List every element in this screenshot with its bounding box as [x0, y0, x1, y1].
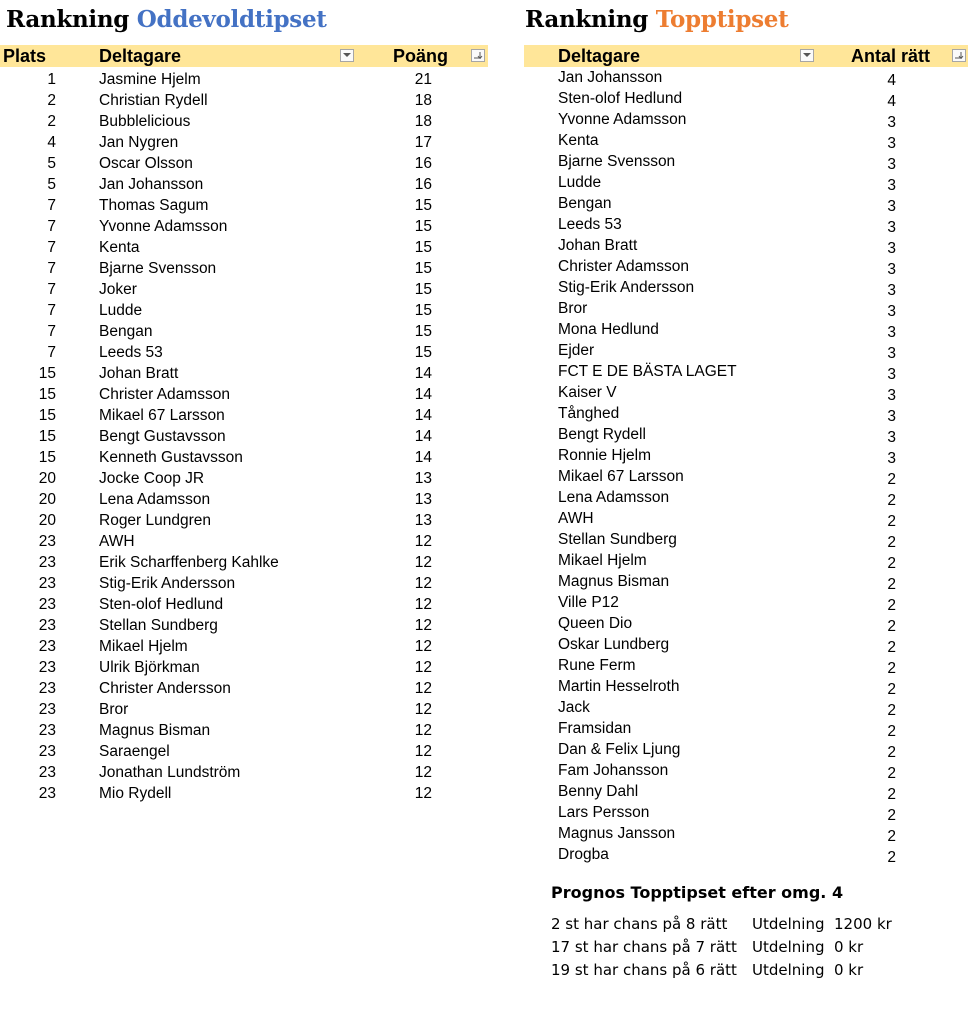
- poang-cell: 14: [414, 365, 432, 382]
- poang-cell: 15: [414, 323, 432, 340]
- plats-cell: 2: [47, 92, 56, 109]
- table-row: [524, 403, 968, 424]
- deltagare-cell: AWH: [558, 510, 594, 527]
- antal-ratt-cell: 3: [887, 450, 896, 467]
- filter-dropdown-icon: [343, 53, 351, 58]
- table-row: [524, 592, 968, 613]
- poang-cell: 15: [414, 281, 432, 298]
- poang-cell: 15: [414, 218, 432, 235]
- antal-ratt-cell: 4: [887, 72, 896, 89]
- poang-cell: 21: [414, 71, 432, 88]
- deltagare-cell: Martin Hesselroth: [558, 678, 680, 695]
- deltagare-cell: Lena Adamsson: [99, 491, 211, 508]
- poang-cell: 12: [414, 701, 432, 718]
- table-row: [524, 844, 968, 865]
- plats-cell: 15: [38, 449, 56, 466]
- deltagare-cell: Jonathan Lundström: [99, 764, 241, 781]
- table-row: [524, 634, 968, 655]
- table-row: [524, 193, 968, 214]
- table-row: [524, 760, 968, 781]
- table-row: [0, 762, 488, 783]
- deltagare-cell: Yvonne Adamsson: [558, 111, 687, 128]
- table-row: [0, 573, 488, 594]
- deltagare-cell: Bengt Gustavsson: [99, 428, 226, 445]
- deltagare-cell: Mikael Hjelm: [99, 638, 188, 655]
- title-accent: Oddevoldtipset: [136, 6, 327, 33]
- plats-cell: 7: [47, 344, 56, 361]
- table-row: [524, 802, 968, 823]
- antal-ratt-cell: 3: [887, 387, 896, 404]
- poang-cell: 18: [414, 92, 432, 109]
- plats-cell: 15: [38, 365, 56, 382]
- deltagare-cell: Kenneth Gustavsson: [99, 449, 243, 466]
- utdelning-label: Utdelning: [752, 938, 825, 956]
- poang-cell: 12: [414, 617, 432, 634]
- poang-cell: 15: [414, 260, 432, 277]
- antal-ratt-cell: 3: [887, 345, 896, 362]
- table-row: [524, 823, 968, 844]
- table-row: [0, 363, 488, 384]
- chance-text: 19 st har chans på 6 rätt: [551, 961, 737, 979]
- table-row: [524, 340, 968, 361]
- plats-cell: 23: [38, 533, 56, 550]
- table-row: [0, 384, 488, 405]
- table-row: [0, 489, 488, 510]
- poang-cell: 15: [414, 302, 432, 319]
- table-row: [0, 783, 488, 804]
- poang-cell: 12: [414, 533, 432, 550]
- deltagare-cell: Stig-Erik Andersson: [558, 279, 695, 296]
- antal-ratt-cell: 2: [887, 807, 896, 824]
- table-row: [0, 678, 488, 699]
- deltagare-cell: Jasmine Hjelm: [99, 71, 201, 88]
- deltagare-cell: Bjarne Svensson: [99, 260, 217, 277]
- plats-cell: 7: [47, 239, 56, 256]
- deltagare-cell: Ejder: [558, 342, 595, 359]
- poang-cell: 15: [414, 239, 432, 256]
- poang-cell: 12: [414, 638, 432, 655]
- antal-ratt-cell: 2: [887, 660, 896, 677]
- chance-text: 2 st har chans på 8 rätt: [551, 915, 728, 933]
- table-row: [0, 258, 488, 279]
- antal-ratt-cell: 2: [887, 744, 896, 761]
- table-row: [0, 447, 488, 468]
- table-row: [0, 657, 488, 678]
- table-row: [524, 571, 968, 592]
- table-row: [524, 319, 968, 340]
- deltagare-cell: Jan Nygren: [99, 134, 179, 151]
- plats-cell: 1: [47, 71, 56, 88]
- table-row: [524, 277, 968, 298]
- deltagare-cell: Saraengel: [99, 743, 170, 760]
- deltagare-cell: Fam Johansson: [558, 762, 669, 779]
- deltagare-cell: Mikael Hjelm: [558, 552, 647, 569]
- table-row: [0, 216, 488, 237]
- table-row: [524, 130, 968, 151]
- plats-cell: 7: [47, 218, 56, 235]
- deltagare-cell: Bengan: [99, 323, 153, 340]
- plats-cell: 23: [38, 659, 56, 676]
- plats-cell: 20: [38, 470, 56, 487]
- deltagare-cell: Stig-Erik Andersson: [99, 575, 236, 592]
- antal-ratt-cell: 3: [887, 324, 896, 341]
- table-row: [0, 699, 488, 720]
- deltagare-cell: Erik Scharffenberg Kahlke: [99, 554, 279, 571]
- antal-ratt-cell: 2: [887, 765, 896, 782]
- deltagare-cell: Magnus Jansson: [558, 825, 676, 842]
- antal-ratt-cell: 2: [887, 702, 896, 719]
- deltagare-cell: Framsidan: [558, 720, 632, 737]
- table-row: [524, 487, 968, 508]
- plats-cell: 15: [38, 407, 56, 424]
- utdelning-label: Utdelning: [752, 915, 825, 933]
- deltagare-cell: Jack: [558, 699, 590, 716]
- plats-cell: 7: [47, 260, 56, 277]
- plats-cell: 23: [38, 743, 56, 760]
- deltagare-header: Deltagare: [558, 46, 641, 66]
- deltagare-cell: Sten-olof Hedlund: [558, 90, 683, 107]
- deltagare-cell: Benny Dahl: [558, 783, 639, 800]
- deltagare-cell: Lars Persson: [558, 804, 650, 821]
- poang-cell: 12: [414, 659, 432, 676]
- topptipset-table-header: [524, 45, 968, 67]
- antal-ratt-cell: 2: [887, 513, 896, 530]
- deltagare-cell: Mona Hedlund: [558, 321, 659, 338]
- plats-cell: 23: [38, 701, 56, 718]
- plats-cell: 7: [47, 323, 56, 340]
- table-row: [524, 235, 968, 256]
- prognos-title: Prognos Topptipset efter omg. 4: [551, 883, 844, 902]
- poang-cell: 15: [414, 344, 432, 361]
- deltagare-cell: Ludde: [99, 302, 143, 319]
- deltagare-cell: Mikael 67 Larsson: [558, 468, 684, 485]
- poang-cell: 13: [414, 491, 432, 508]
- deltagare-cell: Rune Ferm: [558, 657, 636, 674]
- table-row: [0, 300, 488, 321]
- deltagare-cell: Tånghed: [558, 405, 620, 422]
- table-row: [0, 405, 488, 426]
- deltagare-cell: Johan Bratt: [99, 365, 179, 382]
- deltagare-cell: Bubblelicious: [99, 113, 191, 130]
- poang-cell: 12: [414, 743, 432, 760]
- deltagare-cell: Dan & Felix Ljung: [558, 741, 681, 758]
- deltagare-cell: Johan Bratt: [558, 237, 638, 254]
- table-row: [524, 508, 968, 529]
- deltagare-cell: Jocke Coop JR: [99, 470, 205, 487]
- table-row: [0, 594, 488, 615]
- antal-ratt-cell: 2: [887, 828, 896, 845]
- utdelning-amount: 1200 kr: [834, 915, 892, 933]
- antal-ratt-cell: 2: [887, 681, 896, 698]
- antal-ratt-cell: 2: [887, 492, 896, 509]
- title-prefix: Rankning: [6, 6, 130, 33]
- table-row: [0, 153, 488, 174]
- table-row: [0, 741, 488, 762]
- deltagare-cell: Ludde: [558, 174, 602, 191]
- deltagare-cell: Bror: [99, 701, 129, 718]
- table-row: [524, 613, 968, 634]
- deltagare-cell: Magnus Bisman: [558, 573, 670, 590]
- table-row: [524, 445, 968, 466]
- deltagare-cell: Stellan Sundberg: [558, 531, 677, 548]
- plats-cell: 23: [38, 575, 56, 592]
- table-row: [0, 174, 488, 195]
- deltagare-cell: Drogba: [558, 846, 609, 863]
- antal-ratt-cell: 3: [887, 114, 896, 131]
- table-row: [0, 342, 488, 363]
- antal-ratt-cell: 3: [887, 261, 896, 278]
- table-row: [0, 237, 488, 258]
- prognos-row: [551, 961, 951, 983]
- antal-ratt-cell: 3: [887, 198, 896, 215]
- deltagare-cell: FCT E DE BÄSTA LAGET: [558, 363, 737, 380]
- antal-ratt-cell: 3: [887, 135, 896, 152]
- poang-header: Poäng: [393, 46, 449, 66]
- table-row: [0, 279, 488, 300]
- table-row: [524, 256, 968, 277]
- poang-cell: 12: [414, 596, 432, 613]
- deltagare-cell: Christer Adamsson: [558, 258, 689, 275]
- deltagare-cell: Magnus Bisman: [99, 722, 211, 739]
- oddevoldtipset-title: [6, 6, 327, 33]
- deltagare-cell: Queen Dio: [558, 615, 633, 632]
- poang-cell: 16: [414, 176, 432, 193]
- table-row: [524, 424, 968, 445]
- table-row: [524, 466, 968, 487]
- deltagare-cell: Jan Johansson: [558, 69, 663, 86]
- deltagare-cell: Sten-olof Hedlund: [99, 596, 224, 613]
- table-row: [0, 720, 488, 741]
- antal-ratt-cell: 3: [887, 156, 896, 173]
- plats-cell: 20: [38, 512, 56, 529]
- utdelning-label: Utdelning: [752, 961, 825, 979]
- antal-ratt-cell: 2: [887, 723, 896, 740]
- deltagare-cell: Kenta: [99, 239, 140, 256]
- antal-ratt-cell: 2: [887, 534, 896, 551]
- table-row: [524, 382, 968, 403]
- plats-cell: 20: [38, 491, 56, 508]
- deltagare-cell: Stellan Sundberg: [99, 617, 218, 634]
- antal-ratt-sort-button[interactable]: [952, 49, 966, 62]
- table-row: [0, 90, 488, 111]
- filter-dropdown-icon: [803, 53, 811, 58]
- deltagare-cell: Christer Andersson: [99, 680, 231, 697]
- deltagare-header: Deltagare: [99, 46, 182, 66]
- plats-cell: 5: [47, 176, 56, 193]
- antal-ratt-cell: 4: [887, 93, 896, 110]
- plats-header: Plats: [3, 46, 47, 66]
- sort-descending-filter-icon: [955, 52, 964, 59]
- table-row: [524, 550, 968, 571]
- antal-ratt-cell: 3: [887, 408, 896, 425]
- deltagare-cell: Thomas Sagum: [99, 197, 209, 214]
- antal-ratt-cell: 2: [887, 471, 896, 488]
- plats-cell: 23: [38, 785, 56, 802]
- antal-ratt-cell: 2: [887, 849, 896, 866]
- antal-ratt-cell: 3: [887, 303, 896, 320]
- deltagare-cell: Kenta: [558, 132, 599, 149]
- table-row: [524, 109, 968, 130]
- deltagare-cell: Mikael 67 Larsson: [99, 407, 225, 424]
- topptipset-title: [525, 6, 788, 33]
- table-row: [524, 655, 968, 676]
- table-row: [524, 781, 968, 802]
- poang-cell: 17: [414, 134, 432, 151]
- chance-text: 17 st har chans på 7 rätt: [551, 938, 737, 956]
- table-row: [0, 69, 488, 90]
- sort-descending-filter-icon: [474, 52, 483, 59]
- plats-cell: 23: [38, 680, 56, 697]
- antal-ratt-cell: 3: [887, 219, 896, 236]
- antal-ratt-cell: 2: [887, 786, 896, 803]
- table-row: [524, 361, 968, 382]
- table-row: [0, 426, 488, 447]
- antal-ratt-cell: 2: [887, 576, 896, 593]
- poang-cell: 15: [414, 197, 432, 214]
- table-row: [524, 214, 968, 235]
- deltagare-cell: Ville P12: [558, 594, 619, 611]
- poang-cell: 12: [414, 764, 432, 781]
- deltagare-cell: AWH: [99, 533, 135, 550]
- plats-cell: 23: [38, 722, 56, 739]
- antal-ratt-cell: 3: [887, 429, 896, 446]
- deltagare-cell: Roger Lundgren: [99, 512, 212, 529]
- plats-cell: 4: [47, 134, 56, 151]
- table-row: [0, 636, 488, 657]
- plats-cell: 5: [47, 155, 56, 172]
- antal-ratt-cell: 3: [887, 240, 896, 257]
- deltagare-filter-button[interactable]: [340, 49, 354, 62]
- plats-cell: 15: [38, 428, 56, 445]
- table-row: [0, 132, 488, 153]
- poang-cell: 14: [414, 428, 432, 445]
- deltagare-cell: Leeds 53: [99, 344, 163, 361]
- table-row: [524, 67, 968, 88]
- plats-cell: 15: [38, 386, 56, 403]
- table-row: [524, 88, 968, 109]
- deltagare-filter-button[interactable]: [800, 49, 814, 62]
- poang-cell: 12: [414, 554, 432, 571]
- table-row: [524, 529, 968, 550]
- table-row: [524, 718, 968, 739]
- deltagare-cell: Christian Rydell: [99, 92, 208, 109]
- deltagare-cell: Oskar Lundberg: [558, 636, 670, 653]
- antal-ratt-cell: 2: [887, 618, 896, 635]
- poang-cell: 14: [414, 449, 432, 466]
- antal-ratt-cell: 3: [887, 177, 896, 194]
- oddevold-table-header: [0, 45, 488, 67]
- table-row: [524, 172, 968, 193]
- utdelning-amount: 0 kr: [834, 961, 864, 979]
- table-row: [0, 468, 488, 489]
- plats-cell: 23: [38, 554, 56, 571]
- deltagare-cell: Mio Rydell: [99, 785, 172, 802]
- deltagare-cell: Ronnie Hjelm: [558, 447, 652, 464]
- deltagare-cell: Bengt Rydell: [558, 426, 646, 443]
- title-accent: Topptipset: [655, 6, 789, 33]
- table-row: [524, 697, 968, 718]
- antal-ratt-cell: 2: [887, 597, 896, 614]
- deltagare-cell: Leeds 53: [558, 216, 622, 233]
- poang-cell: 12: [414, 785, 432, 802]
- table-row: [0, 615, 488, 636]
- poang-cell: 14: [414, 386, 432, 403]
- deltagare-cell: Bengan: [558, 195, 612, 212]
- deltagare-cell: Joker: [99, 281, 137, 298]
- prognos-row: [551, 938, 951, 960]
- table-row: [524, 151, 968, 172]
- table-row: [524, 676, 968, 697]
- deltagare-cell: Bjarne Svensson: [558, 153, 676, 170]
- plats-cell: 23: [38, 764, 56, 781]
- poang-cell: 12: [414, 722, 432, 739]
- deltagare-cell: Bror: [558, 300, 588, 317]
- table-row: [0, 531, 488, 552]
- poang-cell: 14: [414, 407, 432, 424]
- table-row: [0, 111, 488, 132]
- table-row: [0, 321, 488, 342]
- prognos-row: [551, 915, 951, 937]
- table-row: [0, 552, 488, 573]
- plats-cell: 2: [47, 113, 56, 130]
- plats-cell: 7: [47, 197, 56, 214]
- poang-sort-button[interactable]: [471, 49, 485, 62]
- antal-ratt-cell: 2: [887, 639, 896, 656]
- antal-ratt-cell: 3: [887, 282, 896, 299]
- deltagare-cell: Oscar Olsson: [99, 155, 193, 172]
- poang-cell: 18: [414, 113, 432, 130]
- plats-cell: 23: [38, 596, 56, 613]
- poang-cell: 12: [414, 575, 432, 592]
- table-row: [524, 298, 968, 319]
- table-row: [0, 195, 488, 216]
- deltagare-cell: Christer Adamsson: [99, 386, 230, 403]
- plats-cell: 7: [47, 302, 56, 319]
- deltagare-cell: Ulrik Björkman: [99, 659, 200, 676]
- poang-cell: 16: [414, 155, 432, 172]
- deltagare-cell: Yvonne Adamsson: [99, 218, 228, 235]
- deltagare-cell: Lena Adamsson: [558, 489, 670, 506]
- poang-cell: 13: [414, 512, 432, 529]
- antal-ratt-header: Antal rätt: [851, 46, 931, 66]
- antal-ratt-cell: 2: [887, 555, 896, 572]
- plats-cell: 7: [47, 281, 56, 298]
- table-row: [0, 510, 488, 531]
- deltagare-cell: Jan Johansson: [99, 176, 204, 193]
- poang-cell: 12: [414, 680, 432, 697]
- poang-cell: 13: [414, 470, 432, 487]
- plats-cell: 23: [38, 617, 56, 634]
- table-row: [524, 739, 968, 760]
- antal-ratt-cell: 3: [887, 366, 896, 383]
- plats-cell: 23: [38, 638, 56, 655]
- utdelning-amount: 0 kr: [834, 938, 864, 956]
- deltagare-cell: Kaiser V: [558, 384, 617, 401]
- title-prefix: Rankning: [525, 6, 649, 33]
